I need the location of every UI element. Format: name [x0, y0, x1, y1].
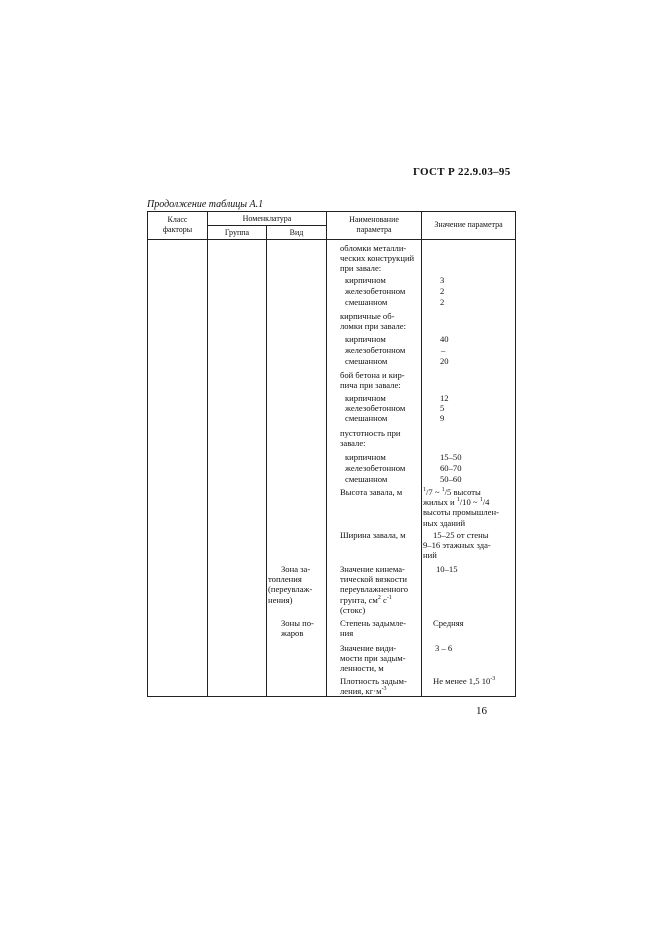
header-group: Группа: [224, 228, 250, 237]
header-bottom-border: [147, 239, 515, 240]
param-mixed-4: смешанном: [345, 474, 388, 484]
value-smoke-degree: Средняя: [433, 618, 464, 628]
value-mixed-3: 9: [440, 413, 445, 423]
value-kinematic-viscosity: 10–15: [436, 564, 458, 574]
col-divider-value: [421, 211, 422, 697]
param-brick-3: кирпичном: [345, 393, 386, 403]
value-concrete-4: 60–70: [440, 463, 462, 473]
param-concrete-1: железобетонном: [345, 286, 406, 296]
value-smoke-density: Не менее 1,5 $10^{-3}$: [433, 676, 496, 686]
table-caption: Продолжение таблицы А.1: [147, 199, 264, 210]
param-mixed-1: смешанном: [345, 297, 388, 307]
value-brick-1: 3: [440, 275, 445, 285]
document-code: ГОСТ Р 22.9.03–95: [413, 166, 511, 178]
value-rubble-width: 15–25 от стены 9–16 этажных зда- ний: [423, 530, 491, 561]
table-bottom-border: [147, 696, 515, 697]
param-concrete-4: железобетонном: [345, 463, 406, 473]
value-visibility: 3 – 6: [435, 643, 453, 653]
value-brick-3: 12: [440, 393, 449, 403]
param-rubble-height: Высота завала, м: [340, 487, 403, 497]
param-brick-2: кирпичном: [345, 334, 386, 344]
param-kinematic-viscosity: Значение кинема- тической вязкости переувлажненного грунта, $см^2$ $с^{-1}$ (стокс): [340, 564, 409, 615]
header-nomenclature: Номенклатура: [242, 214, 292, 223]
kind-flood-zone: Зона за- топления (переувлаж- нения): [268, 564, 313, 605]
param-rubble-width: Ширина завала, м: [340, 530, 406, 540]
param-concrete-rubble: бой бетона и кир- пича при завале:: [340, 370, 405, 391]
param-brick-4: кирпичном: [345, 452, 386, 462]
header-param-name: Наименование параметра: [349, 215, 399, 234]
param-smoke-density: Плотность задым- ления, $кг\cdot м^{-3}$: [340, 676, 407, 697]
param-smoke-degree: Степень задымле- ния: [340, 618, 407, 639]
value-mixed-1: 2: [440, 297, 445, 307]
value-mixed-4: 50–60: [440, 474, 462, 484]
param-voids: пустотность при завале:: [340, 428, 401, 449]
param-concrete-2: железобетонном: [345, 345, 406, 355]
value-concrete-2: –: [441, 345, 446, 355]
param-brick-debris: кирпичные об- ломки при завале:: [340, 311, 406, 332]
param-mixed-3: смешанном: [345, 413, 388, 423]
param-visibility: Значение види- мости при задым- ленности, м: [340, 643, 406, 674]
param-concrete-3: железобетонном: [345, 403, 406, 413]
table-left-border: [147, 211, 148, 697]
table-right-border: [515, 211, 516, 697]
table-top-border: [147, 211, 515, 212]
header-factor-class: Класс факторы: [162, 215, 193, 234]
col-divider-kind: [266, 225, 267, 697]
col-divider-param: [326, 211, 327, 697]
value-concrete-1: 2: [440, 286, 445, 296]
value-mixed-2: 20: [440, 356, 449, 366]
value-brick-2: 40: [440, 334, 449, 344]
value-brick-4: 15–50: [440, 452, 462, 462]
param-metal-debris: обломки металли- ческих конструкций при завале:: [340, 243, 415, 274]
value-rubble-height: $^1$/7 ~ $^1$/5 высоты жилых и $^1$/10 ~ $^1$/4 высоты промышлен- ных зданий: [423, 487, 499, 528]
col-divider-group: [207, 211, 208, 697]
param-mixed-2: смешанном: [345, 356, 388, 366]
param-brick-1: кирпичном: [345, 275, 386, 285]
kind-fire-zones: Зоны по- жаров: [281, 618, 314, 639]
header-kind: Вид: [289, 228, 304, 237]
page-number: 16: [476, 705, 487, 717]
header-param-value: Значение параметра: [434, 220, 503, 229]
value-concrete-3: 5: [440, 403, 445, 413]
